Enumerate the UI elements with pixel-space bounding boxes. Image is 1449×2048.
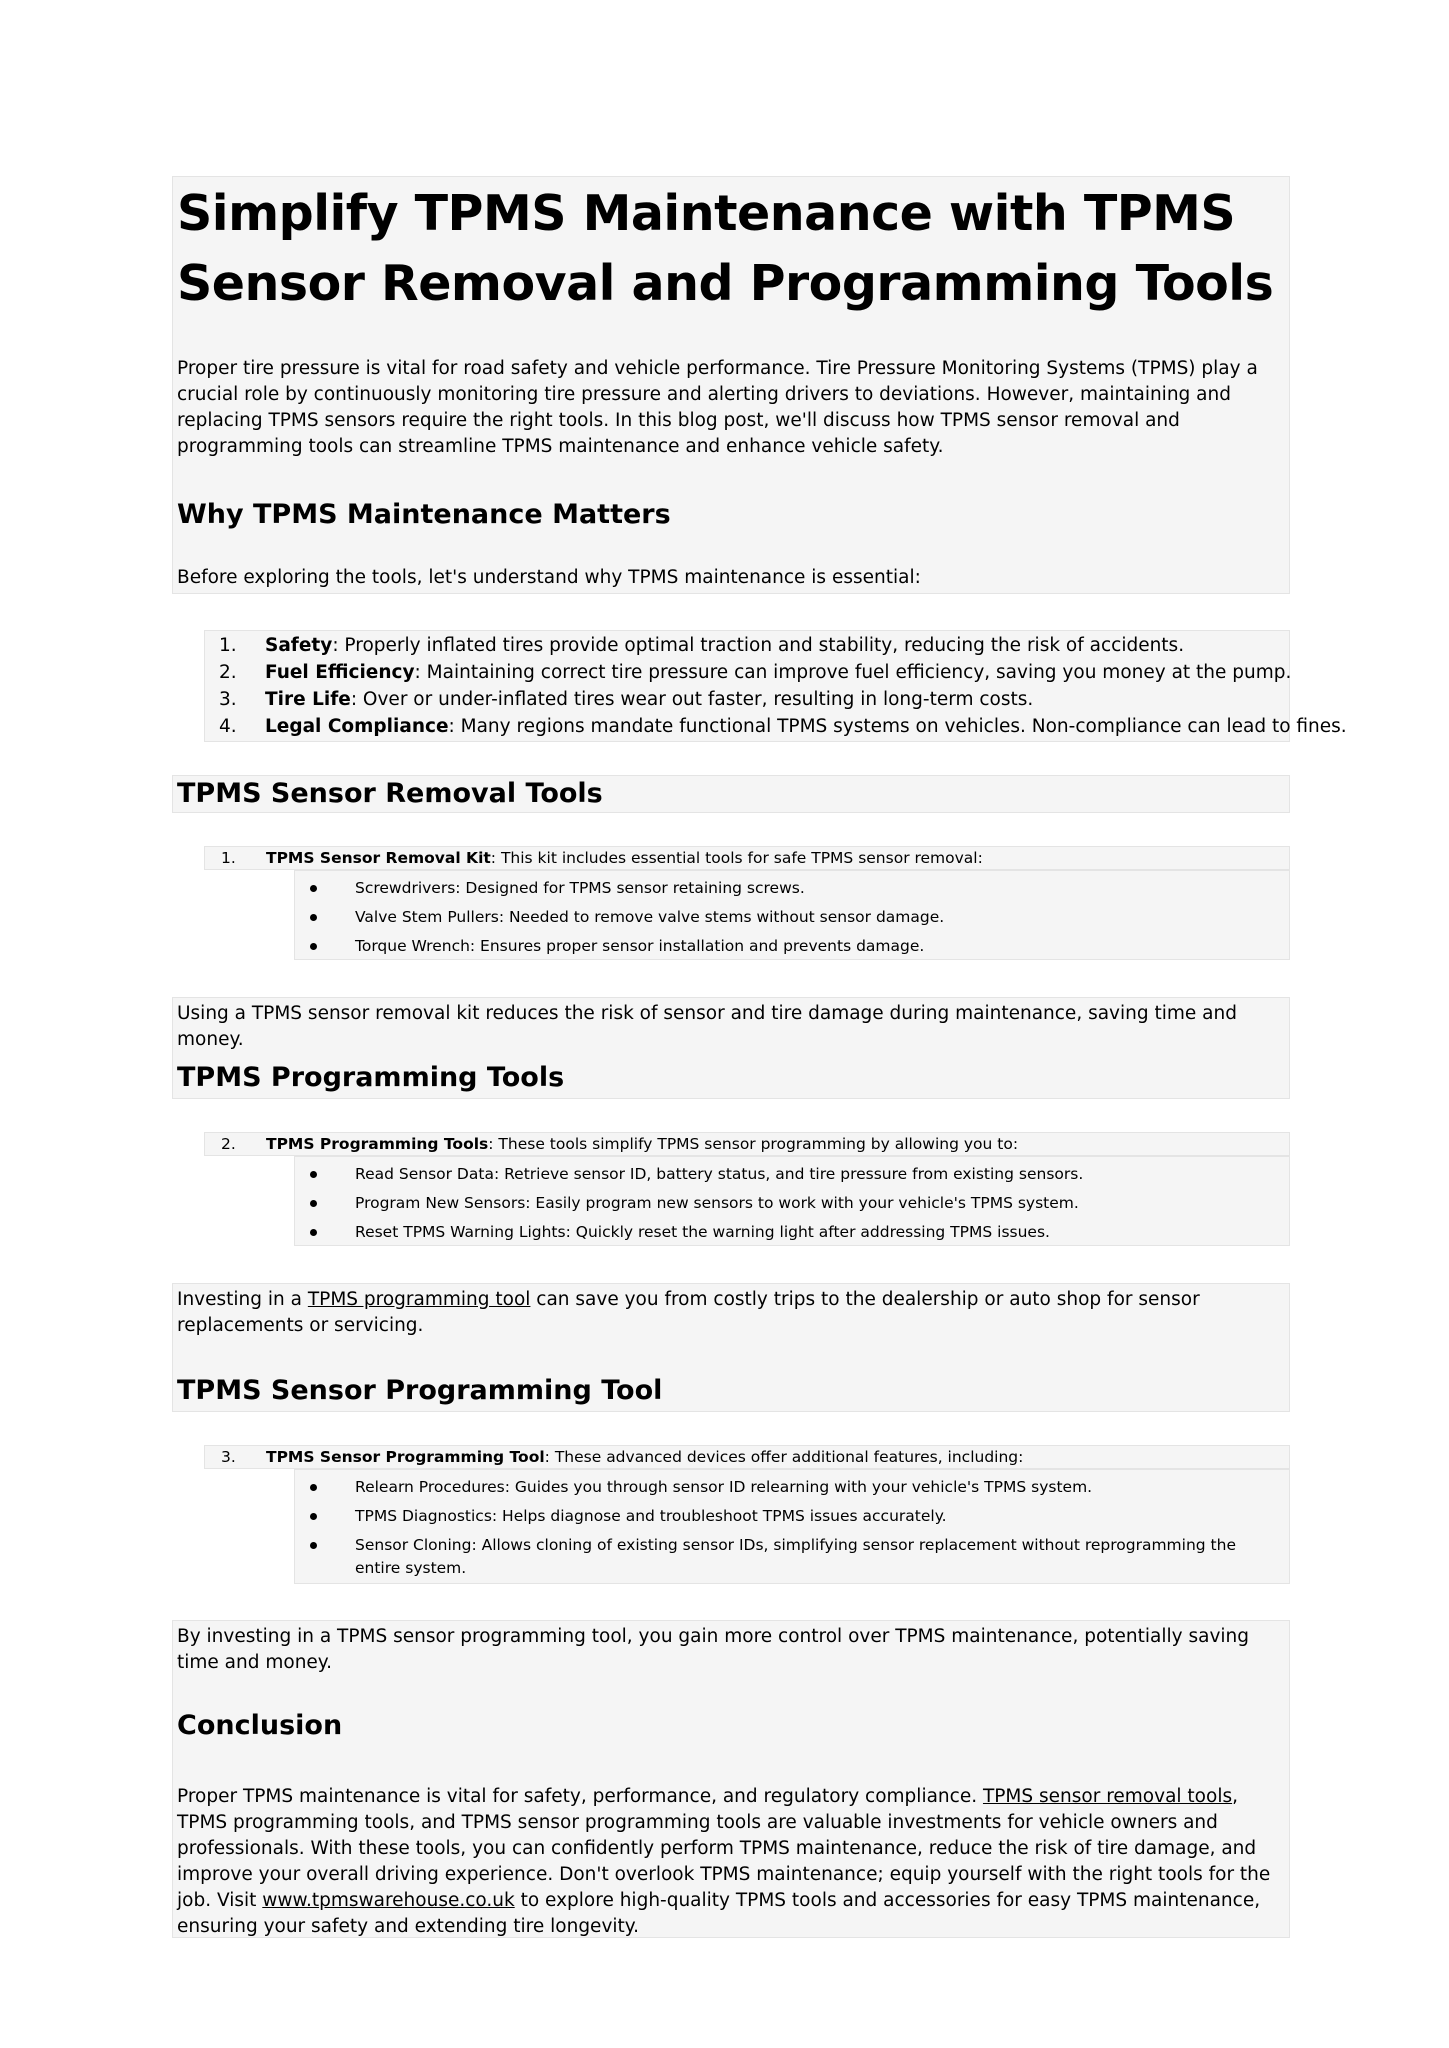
conclusion-text: , TPMS programming tools, and TPMS sensor programming tools are valuable investments for vehicle owners and professionals. With these tools, you can confidently perform TPMS maintenance, reduce the risk of tire damage, and improve your overall driving experience. Don't overlook TPMS maintenance; equip yourself with the right tools for the job. Visit xyxy=(177,1786,1271,1911)
removal-bullets xyxy=(294,870,1290,960)
bullet-text: Screwdrivers: Designed for TPMS sensor retaining screws. xyxy=(355,879,805,897)
sensor-programming-bullets xyxy=(294,1469,1290,1584)
bullet-icon xyxy=(310,885,317,892)
list-term: Legal Compliance xyxy=(265,716,449,737)
conclusion-text: Proper TPMS maintenance is vital for safety, performance, and regulatory compliance. xyxy=(177,1786,983,1807)
conclusion-paragraph xyxy=(177,1784,1285,1940)
list-text: : Over or under-inflated tires wear out faster, resulting in long-term costs. xyxy=(350,689,1034,710)
conclusion-heading: Conclusion xyxy=(177,1710,343,1741)
tpmswarehouse-link[interactable]: www.tpmswarehouse.co.uk xyxy=(262,1890,515,1911)
bullet-icon xyxy=(310,1513,317,1520)
summary-text: can save you from costly trips to the dealership or auto shop for sensor replacements or servicing. xyxy=(177,1289,1200,1336)
programming-summary xyxy=(177,1287,1285,1339)
programming-tools-item xyxy=(204,1132,1290,1156)
list-number: 1. xyxy=(219,635,237,656)
list-number: 3. xyxy=(221,1448,236,1466)
sensor-programming-summary: By investing in a TPMS sensor programming tool, you gain more control over TPMS maintenance, potentially saving time and money. xyxy=(177,1626,1249,1673)
removal-summary: Using a TPMS sensor removal kit reduces the risk of sensor and tire damage during maintenance, saving time and money. xyxy=(177,1003,1237,1050)
sensor-programming-heading: TPMS Sensor Programming Tool xyxy=(177,1375,663,1406)
bullet-icon xyxy=(310,1200,317,1207)
list-text: : These tools simplify TPMS sensor programming by allowing you to: xyxy=(488,1135,1019,1153)
bullet-icon xyxy=(310,1229,317,1236)
removal-heading-block xyxy=(172,775,1290,813)
sensor-programming-tool-item xyxy=(204,1445,1290,1469)
bullet-text: Valve Stem Pullers: Needed to remove valve stems without sensor damage. xyxy=(355,908,945,926)
list-term: Safety xyxy=(265,635,333,656)
list-text: : Maintaining correct tire pressure can improve fuel efficiency, saving you money at the pump. xyxy=(414,662,1292,683)
programming-bullets xyxy=(294,1156,1290,1246)
list-item xyxy=(205,659,1292,686)
bullet-text: Reset TPMS Warning Lights: Quickly reset the warning light after addressing TPMS issues. xyxy=(355,1223,1050,1241)
bullet-text: Read Sensor Data: Retrieve sensor ID, battery status, and tire pressure from existing sensors. xyxy=(355,1165,1084,1183)
bullet-text: Program New Sensors: Easily program new sensors to work with your vehicle's TPMS system. xyxy=(355,1194,1079,1212)
list-term: Fuel Efficiency xyxy=(265,662,415,683)
list-term: TPMS Sensor Removal Kit xyxy=(266,849,491,867)
list-text: : Properly inflated tires provide optimal traction and stability, reducing the risk of accidents. xyxy=(332,635,1185,656)
why-heading: Why TPMS Maintenance Matters xyxy=(177,499,671,530)
list-text: : This kit includes essential tools for safe TPMS sensor removal: xyxy=(490,849,983,867)
programming-heading: TPMS Programming Tools xyxy=(177,1062,565,1093)
tpms-programming-tool-link[interactable]: TPMS programming tool xyxy=(307,1289,531,1310)
removal-heading: TPMS Sensor Removal Tools xyxy=(177,778,603,809)
list-item xyxy=(205,713,1347,740)
sensor-programming-block xyxy=(172,1283,1290,1412)
summary-text: Investing in a xyxy=(177,1289,308,1310)
bullet-icon xyxy=(310,914,317,921)
bullet-icon xyxy=(310,943,317,950)
bullet-text: TPMS Diagnostics: Helps diagnose and troubleshoot TPMS issues accurately. xyxy=(355,1507,947,1525)
list-number: 2. xyxy=(221,1135,236,1153)
list-term: TPMS Sensor Programming Tool xyxy=(266,1448,545,1466)
list-number: 2. xyxy=(219,662,237,683)
list-number: 1. xyxy=(221,849,236,867)
bullet-icon xyxy=(310,1484,317,1491)
page-title: Simplify TPMS Maintenance with TPMS Sensor Removal and Programming Tools xyxy=(177,185,1274,312)
programming-block xyxy=(172,997,1290,1099)
removal-kit-item xyxy=(204,846,1290,870)
list-term: Tire Life xyxy=(265,689,351,710)
bullet-icon xyxy=(310,1171,317,1178)
list-item xyxy=(205,632,1289,659)
why-list xyxy=(204,630,1347,742)
bullet-text: Sensor Cloning: Allows cloning of existing sensor IDs, simplifying sensor replacement without reprogramming the entire system. xyxy=(355,1536,1236,1577)
list-number: 3. xyxy=(219,689,237,710)
list-term: TPMS Programming Tools xyxy=(266,1135,489,1153)
conclusion-block xyxy=(172,1620,1290,1938)
bullet-text: Relearn Procedures: Guides you through sensor ID relearning with your vehicle's TPMS system. xyxy=(355,1478,1093,1496)
bullet-text: Torque Wrench: Ensures proper sensor installation and prevents damage. xyxy=(355,937,925,955)
list-number: 4. xyxy=(219,716,237,737)
intro-paragraph: Proper tire pressure is vital for road safety and vehicle performance. Tire Pressure Monitoring Systems (TPMS) play a crucial role by continuously monitoring tire pressure and alerting drivers to deviations. However, maintaining and replacing TPMS sensors require the right tools. In this blog post, we'll discuss how TPMS sensor removal and programming tools can streamline TPMS maintenance and enhance vehicle safety. xyxy=(177,358,1258,457)
why-lead: Before exploring the tools, let's understand why TPMS maintenance is essential: xyxy=(177,567,921,588)
conclusion-text: to explore high-quality TPMS tools and accessories for easy TPMS maintenance, ensuring your safety and extending tire longevity. xyxy=(177,1890,1261,1937)
intro-block xyxy=(172,176,1290,594)
list-text: : These advanced devices offer additional features, including: xyxy=(544,1448,1024,1466)
list-item xyxy=(205,686,1289,713)
bullet-icon xyxy=(310,1542,317,1549)
list-text: : Many regions mandate functional TPMS systems on vehicles. Non-compliance can lead to fines. xyxy=(448,716,1347,737)
tpms-sensor-removal-tools-link[interactable]: TPMS sensor removal tools xyxy=(982,1786,1233,1807)
